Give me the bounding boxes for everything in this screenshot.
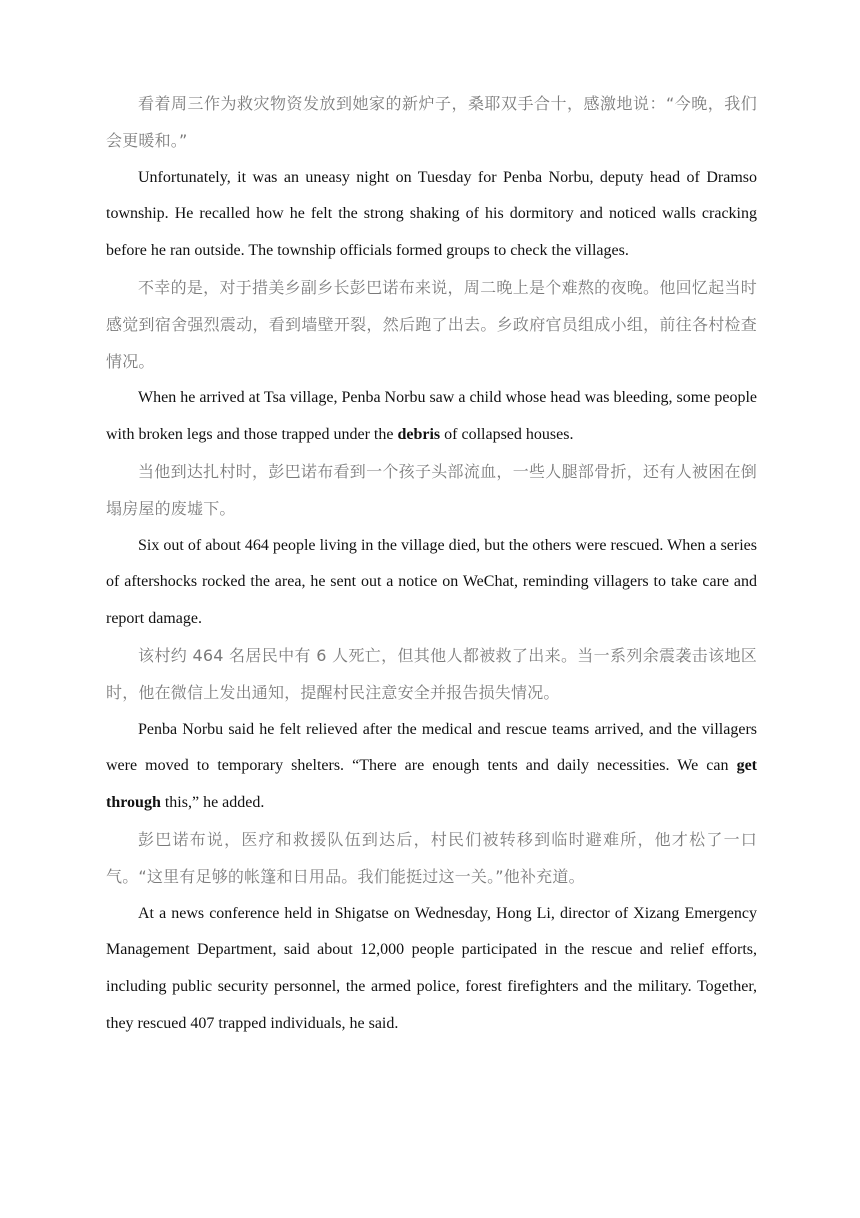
vocab-term-get-through: get through <box>106 757 757 812</box>
text-segment: this,” he added. <box>160 794 265 812</box>
paragraph-zh-stove: 看着周三作为救灾物资发放到她家的新炉子，桑耶双手合十，感激地说：“今晚，我们会更暖和。” <box>106 94 757 150</box>
paragraph-en-shelters <box>106 712 757 822</box>
paragraph-zh-uneasy-night: 不幸的是，对于措美乡副乡长彭巴诺布来说，周二晚上是个难熬的夜晚。他回忆起当时感觉到宿舍强烈震动，看到墙壁开裂，然后跑了出去。乡政府官员组成小组，前往各村检查情况。 <box>106 277 757 371</box>
paragraph-zh-shelters: 彭巴诺布说，医疗和救援队伍到达后，村民们被转移到临时避难所，他才松了一口气。“这里有足够的帐篷和日用品。我们能挺过这一关。”他补充道。 <box>106 829 757 886</box>
paragraph-en-uneasy-night: Unfortunately, it was an uneasy night on Tuesday for Penba Norbu, deputy head of Dramso township. He recalled how he felt the strong shaking of his dormitory and noticed walls cracking before he ran outside. The township officials formed groups to check the villages. <box>106 168 757 260</box>
paragraph-en-tsa-village <box>106 380 757 454</box>
vocab-term-debris: debris <box>397 426 441 444</box>
paragraph-zh-tsa-village: 当他到达扎村时，彭巴诺布看到一个孩子头部流血，一些人腿部骨折，还有人被困在倒塌房屋的废墟下。 <box>106 461 757 518</box>
text-segment: of collapsed houses. <box>440 426 574 444</box>
paragraph-zh-casualties: 该村约 464 名居民中有 6 人死亡，但其他人都被救了出来。当一系列余震袭击该地区时，他在微信上发出通知，提醒村民注意安全并报告损失情况。 <box>106 645 757 702</box>
paragraph-en-casualties: Six out of about 464 people living in the village died, but the others were rescued. When a series of aftershocks rocked the area, he sent out a notice on WeChat, reminding villagers to take care and report damage. <box>106 536 757 628</box>
paragraph-en-news-conference: At a news conference held in Shigatse on Wednesday, Hong Li, director of Xizang Emergency Management Department, said about 12,000 people participated in the rescue and relief efforts, including public security personnel, the armed police, forest firefighters and the military. Together, they rescued 407 trapped individuals, he said. <box>106 904 757 1032</box>
text-segment: Penba Norbu said he felt relieved after the medical and rescue teams arrived, and the villagers were moved to temporary shelters. “There are enough tents and daily necessities. We can <box>106 720 757 775</box>
document-page <box>106 86 757 1043</box>
text-segment: When he arrived at Tsa village, Penba Norbu saw a child whose head was bleeding, some people with broken legs and those trapped under the <box>106 389 757 444</box>
